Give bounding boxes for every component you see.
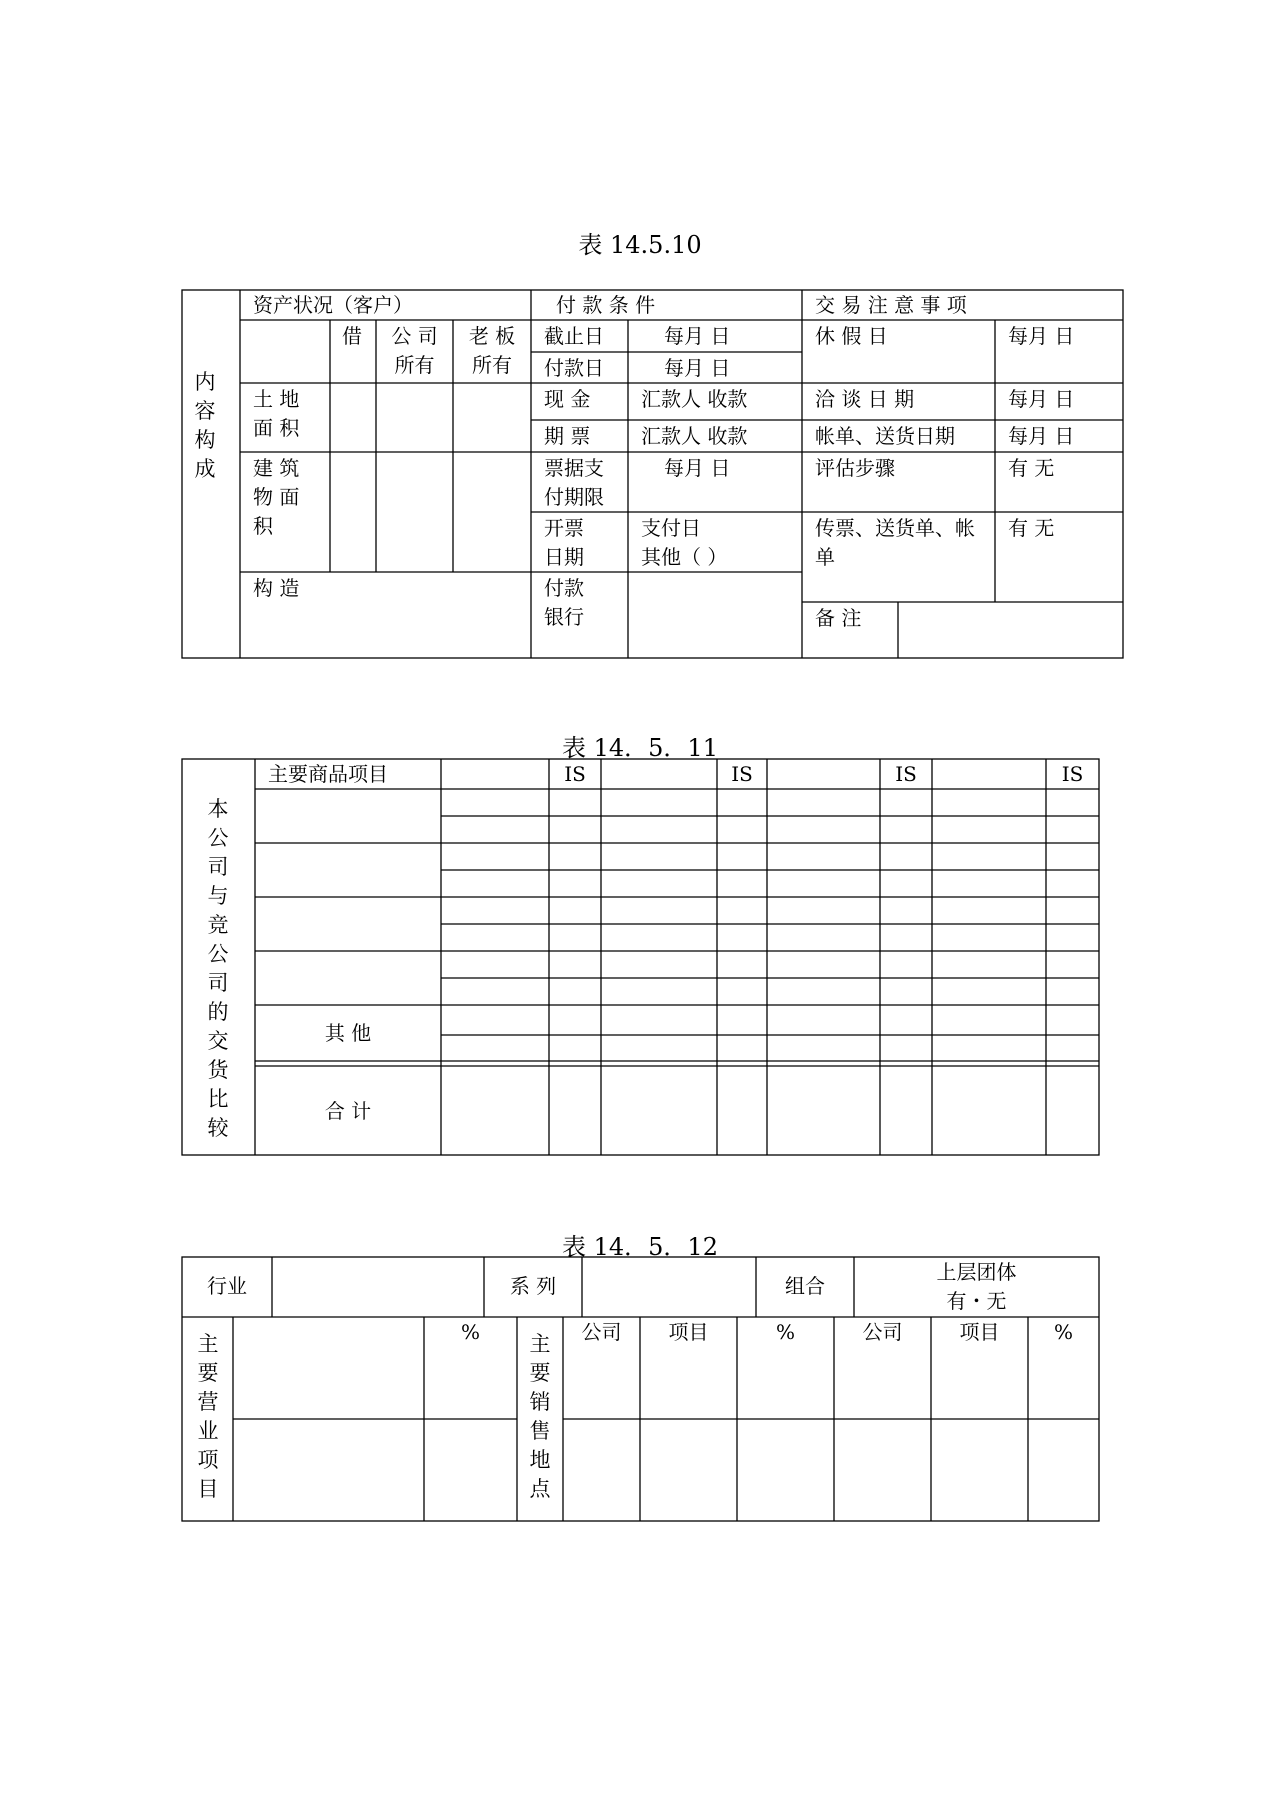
statement-value: 每月 日 — [1008, 424, 1075, 448]
structure-label: 构 造 — [253, 576, 300, 600]
upper-group-label: 上层团体 有・无 — [936, 1260, 1017, 1313]
combination-label: 组合 — [785, 1274, 825, 1298]
table3-title: 表 14．5．12 — [562, 1233, 718, 1261]
cash-value: 汇款人 收款 — [641, 387, 748, 411]
is-label-3: IS — [895, 762, 917, 786]
bill-value: 汇款人 收款 — [641, 424, 748, 448]
other-label: 其 他 — [324, 1021, 372, 1045]
item-label-1: 项目 — [668, 1320, 709, 1344]
holiday-value: 每月 日 — [1008, 324, 1075, 348]
is-label-2: IS — [731, 762, 753, 786]
bank-label: 付款 银行 — [544, 576, 584, 629]
table1-side-label: 内容构成 — [194, 370, 216, 481]
docs-value: 有 无 — [1008, 516, 1055, 540]
col-company-own: 公 司 所有 — [391, 324, 438, 377]
cutoff-label: 截止日 — [544, 324, 604, 348]
table2-title: 表 14．5．11 — [562, 734, 718, 762]
main-items-label: 主要商品项目 — [268, 762, 388, 786]
issue-date-value: 支付日 其他（ ） — [641, 516, 728, 569]
docs-label: 传票、送货单、帐 单 — [815, 516, 975, 569]
holiday-label: 休 假 日 — [815, 324, 888, 348]
assessment-value: 有 无 — [1008, 456, 1055, 480]
company-label-1: 公司 — [581, 1320, 622, 1344]
issue-date-label: 开票 日期 — [544, 516, 584, 569]
bill-label: 期 票 — [544, 424, 591, 448]
payment-header: 付 款 条 件 — [556, 293, 656, 317]
building-area-label: 建 筑 物 面 积 — [253, 456, 300, 538]
item-label-2: 项目 — [959, 1320, 1000, 1344]
percent-label-1: % — [460, 1320, 480, 1344]
percent-label-2: % — [775, 1320, 795, 1344]
asset-header: 资产状况（客户） — [253, 293, 413, 317]
remark-label: 备 注 — [815, 606, 862, 630]
payday-label: 付款日 — [544, 356, 604, 380]
land-area-label: 土 地 面 积 — [253, 387, 300, 440]
col-boss-own: 老 板 所有 — [468, 324, 516, 377]
statement-label: 帐单、送货日期 — [815, 424, 955, 448]
industry-label: 行业 — [207, 1274, 247, 1298]
series-label: 系 列 — [509, 1274, 557, 1298]
table2-side-label: 本公司与竞公司的交货比较 — [207, 797, 229, 1140]
col-borrow: 借 — [342, 324, 362, 348]
main-business-label: 主要营业项目 — [197, 1332, 219, 1501]
note-limit-value: 每月 日 — [664, 456, 731, 480]
cutoff-value: 每月 日 — [664, 324, 731, 348]
payday-value: 每月 日 — [664, 356, 731, 380]
company-label-2: 公司 — [862, 1320, 903, 1344]
negotiation-value: 每月 日 — [1008, 387, 1075, 411]
is-label-4: IS — [1061, 762, 1084, 786]
main-sales-label: 主要销售地点 — [529, 1332, 551, 1501]
negotiation-label: 洽 谈 日 期 — [815, 387, 915, 411]
trade-header: 交 易 注 意 事 项 — [815, 293, 967, 317]
cash-label: 现 金 — [544, 387, 591, 411]
total-label: 合 计 — [324, 1099, 372, 1123]
table1-title: 表 14.5.10 — [578, 231, 702, 259]
percent-label-3: % — [1053, 1320, 1073, 1344]
is-label-1: IS — [564, 762, 586, 786]
note-limit-label: 票据支 付期限 — [544, 456, 604, 509]
assessment-label: 评估步骤 — [815, 456, 895, 480]
